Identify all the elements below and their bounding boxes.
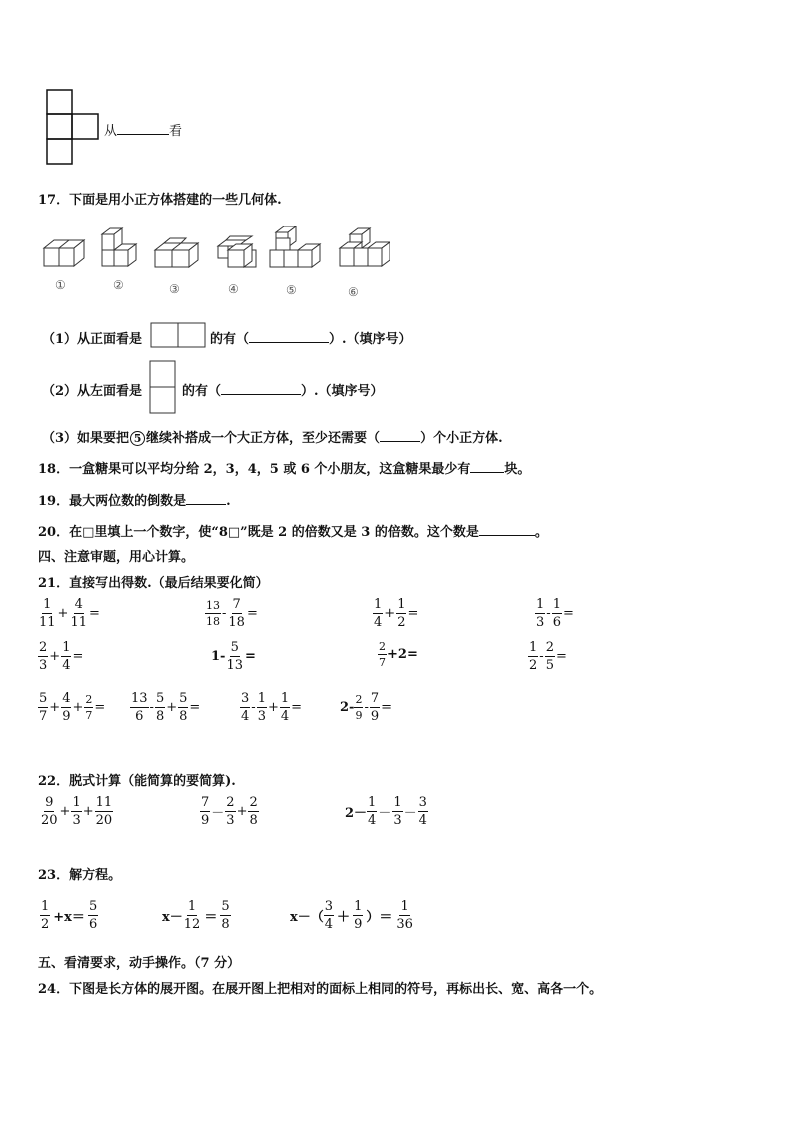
q17-label-5: ⑤ [286, 283, 297, 297]
q17-sub1-blank[interactable] [249, 330, 329, 343]
q21-expr-10: $\frac{13}{6}$ - $\frac{5}{8}$ + $\frac{5}{8}$ = [131, 691, 201, 724]
q16-blank[interactable] [117, 122, 169, 135]
q21-expr-3: $\frac{1}{4}$ + $\frac{1}{2}$ = [374, 597, 419, 630]
q21-expr-7: $\frac{2}{7}$ +2= [379, 640, 418, 669]
section-4-heading: 四、注意审题，用心计算。 [38, 550, 195, 565]
q22-expr-3: 2－ $\frac{1}{4}$ － $\frac{1}{3}$ － $\frac{3}{4}$ [345, 795, 427, 828]
q17-front-view-figure [150, 322, 206, 348]
q21-expr-12: 2- $\frac{2}{9}$ - $\frac{7}{9}$ = [340, 691, 393, 724]
q17-sub2-blank[interactable] [221, 382, 301, 395]
q18: 18．一盒糖果可以平均分给 2，3，4，5 或 6 个小朋友，这盒糖果最少有 块。 [38, 462, 531, 477]
q16-answer-line: 从 看 [104, 124, 183, 139]
section-5-heading: 五、看清要求，动手操作。（7 分） [38, 956, 241, 971]
q21-expr-9: $\frac{5}{7}$ + $\frac{4}{9}$ + $\frac{2}{7}$ = [39, 691, 106, 724]
q22-expr-2: $\frac{7}{9}$ － $\frac{2}{3}$ + $\frac{2}{8}$ [201, 795, 258, 828]
q17-label-1: ① [55, 278, 66, 292]
q21-expr-8: $\frac{1}{2}$ - $\frac{2}{5}$ = [529, 640, 567, 673]
q23-title: 23．解方程。 [38, 868, 122, 883]
q20-blank[interactable] [479, 523, 535, 536]
q21-expr-6: 1- $\frac{5}{13}$ = [211, 640, 256, 673]
q24: 24．下图是长方体的展开图。在展开图上把相对的面标上相同的符号，再标出长、宽、高各一个。 [38, 982, 603, 997]
q17-sub3: （3）如果要把 5 继续补搭成一个大正方体，至少还需要（ ）个小正方体. [42, 431, 503, 446]
q17-label-6: ⑥ [348, 285, 359, 299]
q22-title: 22．脱式计算（能简算的要简算). [38, 774, 236, 789]
q17-circled-5: 5 [130, 431, 145, 446]
q17-sub1: （1）从正面看是 [42, 332, 143, 347]
q20: 20．在□里填上一个数字，使“8□”既是 2 的倍数又是 3 的倍数。这个数是 。 [38, 525, 548, 540]
q23-expr-2: x－ $\frac{1}{12}$ ＝ $\frac{5}{8}$ [162, 899, 230, 932]
q17-sub3-blank[interactable] [380, 429, 420, 442]
q17-label-3: ③ [169, 282, 180, 296]
q21-title: 21．直接写出得数.（最后结果要化简） [38, 576, 269, 591]
q19: 19．最大两位数的倒数是 . [38, 494, 231, 509]
q17-sub2-tail: 的有（ ）.（填序号） [182, 384, 384, 399]
q17-cube-figures [40, 226, 390, 276]
q23-expr-1: $\frac{1}{2}$ +x＝ $\frac{5}{6}$ [41, 899, 98, 932]
q17-sub2: （2）从左面看是 [42, 384, 143, 399]
q23-expr-3: x－（ $\frac{3}{4}$ ＋ $\frac{1}{9}$ ）＝ $\frac{1}{36}$ [290, 899, 413, 932]
q21-expr-5: $\frac{2}{3}$ + $\frac{1}{4}$ = [39, 640, 84, 673]
q22-expr-1: $\frac{9}{20}$ + $\frac{1}{3}$ + $\frac{11}{20}$ [41, 795, 113, 828]
q17-label-2: ② [113, 278, 124, 292]
q16-view-figure [46, 89, 102, 167]
q17-left-view-figure [149, 360, 177, 414]
q21-expr-1: $\frac{1}{11}$ + $\frac{4}{11}$ = [39, 597, 100, 630]
q17-label-4: ④ [228, 282, 239, 296]
q17-sub1-tail: 的有（ ）.（填序号） [210, 332, 412, 347]
q19-blank[interactable] [186, 492, 226, 505]
q17-title: 17．下面是用小正方体搭建的一些几何体. [38, 193, 282, 208]
q18-blank[interactable] [470, 460, 504, 473]
q21-expr-11: $\frac{3}{4}$ - $\frac{1}{3}$ + $\frac{1}{4}$ = [241, 691, 303, 724]
q21-expr-4: $\frac{1}{3}$ - $\frac{1}{6}$ = [536, 597, 574, 630]
q21-expr-2: $\frac{13}{18}$ - $\frac{7}{18}$ = [206, 597, 258, 630]
